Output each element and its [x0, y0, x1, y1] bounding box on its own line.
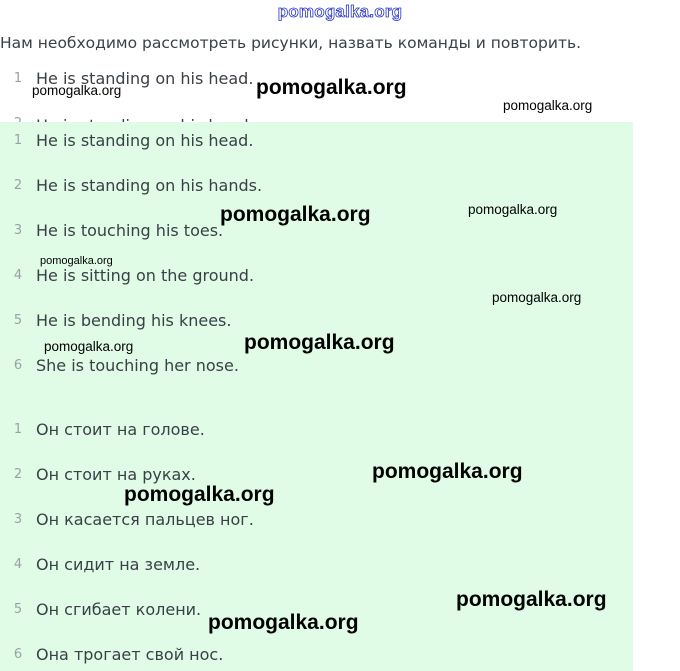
- list-item: [0, 263, 254, 287]
- item-text: Она трогает свой нос.: [36, 644, 224, 664]
- item-number: 3: [13, 511, 23, 527]
- watermark: pomogalka.org: [44, 339, 134, 354]
- watermark: pomogalka.org: [220, 203, 371, 226]
- list-item: [0, 173, 262, 197]
- watermark: pomogalka.org: [492, 290, 582, 305]
- item-number: 4: [13, 556, 23, 572]
- item-text: He is sitting on the ground.: [36, 265, 255, 285]
- item-number: 1: [13, 70, 23, 86]
- item-text: Он сидит на земле.: [36, 554, 201, 574]
- watermark: pomogalka.org: [372, 460, 523, 483]
- item-text: Он касается пальцев ног.: [36, 509, 254, 529]
- item-number: 5: [13, 601, 23, 617]
- list-item: [0, 417, 205, 441]
- list-item: [0, 218, 223, 242]
- watermark: pomogalka.org: [456, 588, 607, 611]
- instruction-text: Нам необходимо рассмотреть рисунки, назвать команды и повторить.: [0, 34, 582, 52]
- list-item: [0, 507, 254, 531]
- item-text: He is standing on his head.: [36, 130, 254, 150]
- item-text: He is standing on his head.: [36, 68, 254, 88]
- item-text: He is bending his knees.: [36, 310, 232, 330]
- list-item: [0, 642, 223, 666]
- list-item: [0, 128, 253, 152]
- item-number: 1: [13, 421, 23, 437]
- site-title[interactable]: pomogalka.org: [277, 2, 403, 21]
- watermark: pomogalka.org: [468, 202, 558, 217]
- watermark: pomogalka.org: [40, 255, 113, 267]
- item-text: He is standing on his hands.: [36, 175, 263, 195]
- watermark: pomogalka.org: [244, 331, 395, 354]
- item-number: 3: [13, 222, 23, 238]
- item-number: 2: [13, 466, 23, 482]
- item-text: She is touching her nose.: [36, 355, 239, 375]
- watermark: pomogalka.org: [124, 483, 275, 506]
- item-text: Он сгибает колени.: [36, 599, 202, 619]
- item-text: He is touching his toes.: [36, 220, 224, 240]
- item-text: Он стоит на руках.: [36, 464, 196, 484]
- watermark: pomogalka.org: [503, 98, 593, 113]
- item-number: 1: [13, 132, 23, 148]
- watermark: pomogalka.org: [256, 76, 407, 99]
- item-number: 5: [13, 312, 23, 328]
- item-number: 4: [13, 267, 23, 283]
- item-number: 6: [13, 646, 23, 662]
- item-text: Он стоит на голове.: [36, 419, 205, 439]
- list-item: [0, 597, 201, 621]
- item-number: 2: [13, 177, 23, 193]
- watermark: pomogalka.org: [208, 611, 359, 634]
- list-item: [0, 552, 200, 576]
- list-item: [0, 308, 231, 332]
- item-number: 6: [13, 357, 23, 373]
- list-item: [0, 353, 239, 377]
- watermark: pomogalka.org: [32, 83, 122, 98]
